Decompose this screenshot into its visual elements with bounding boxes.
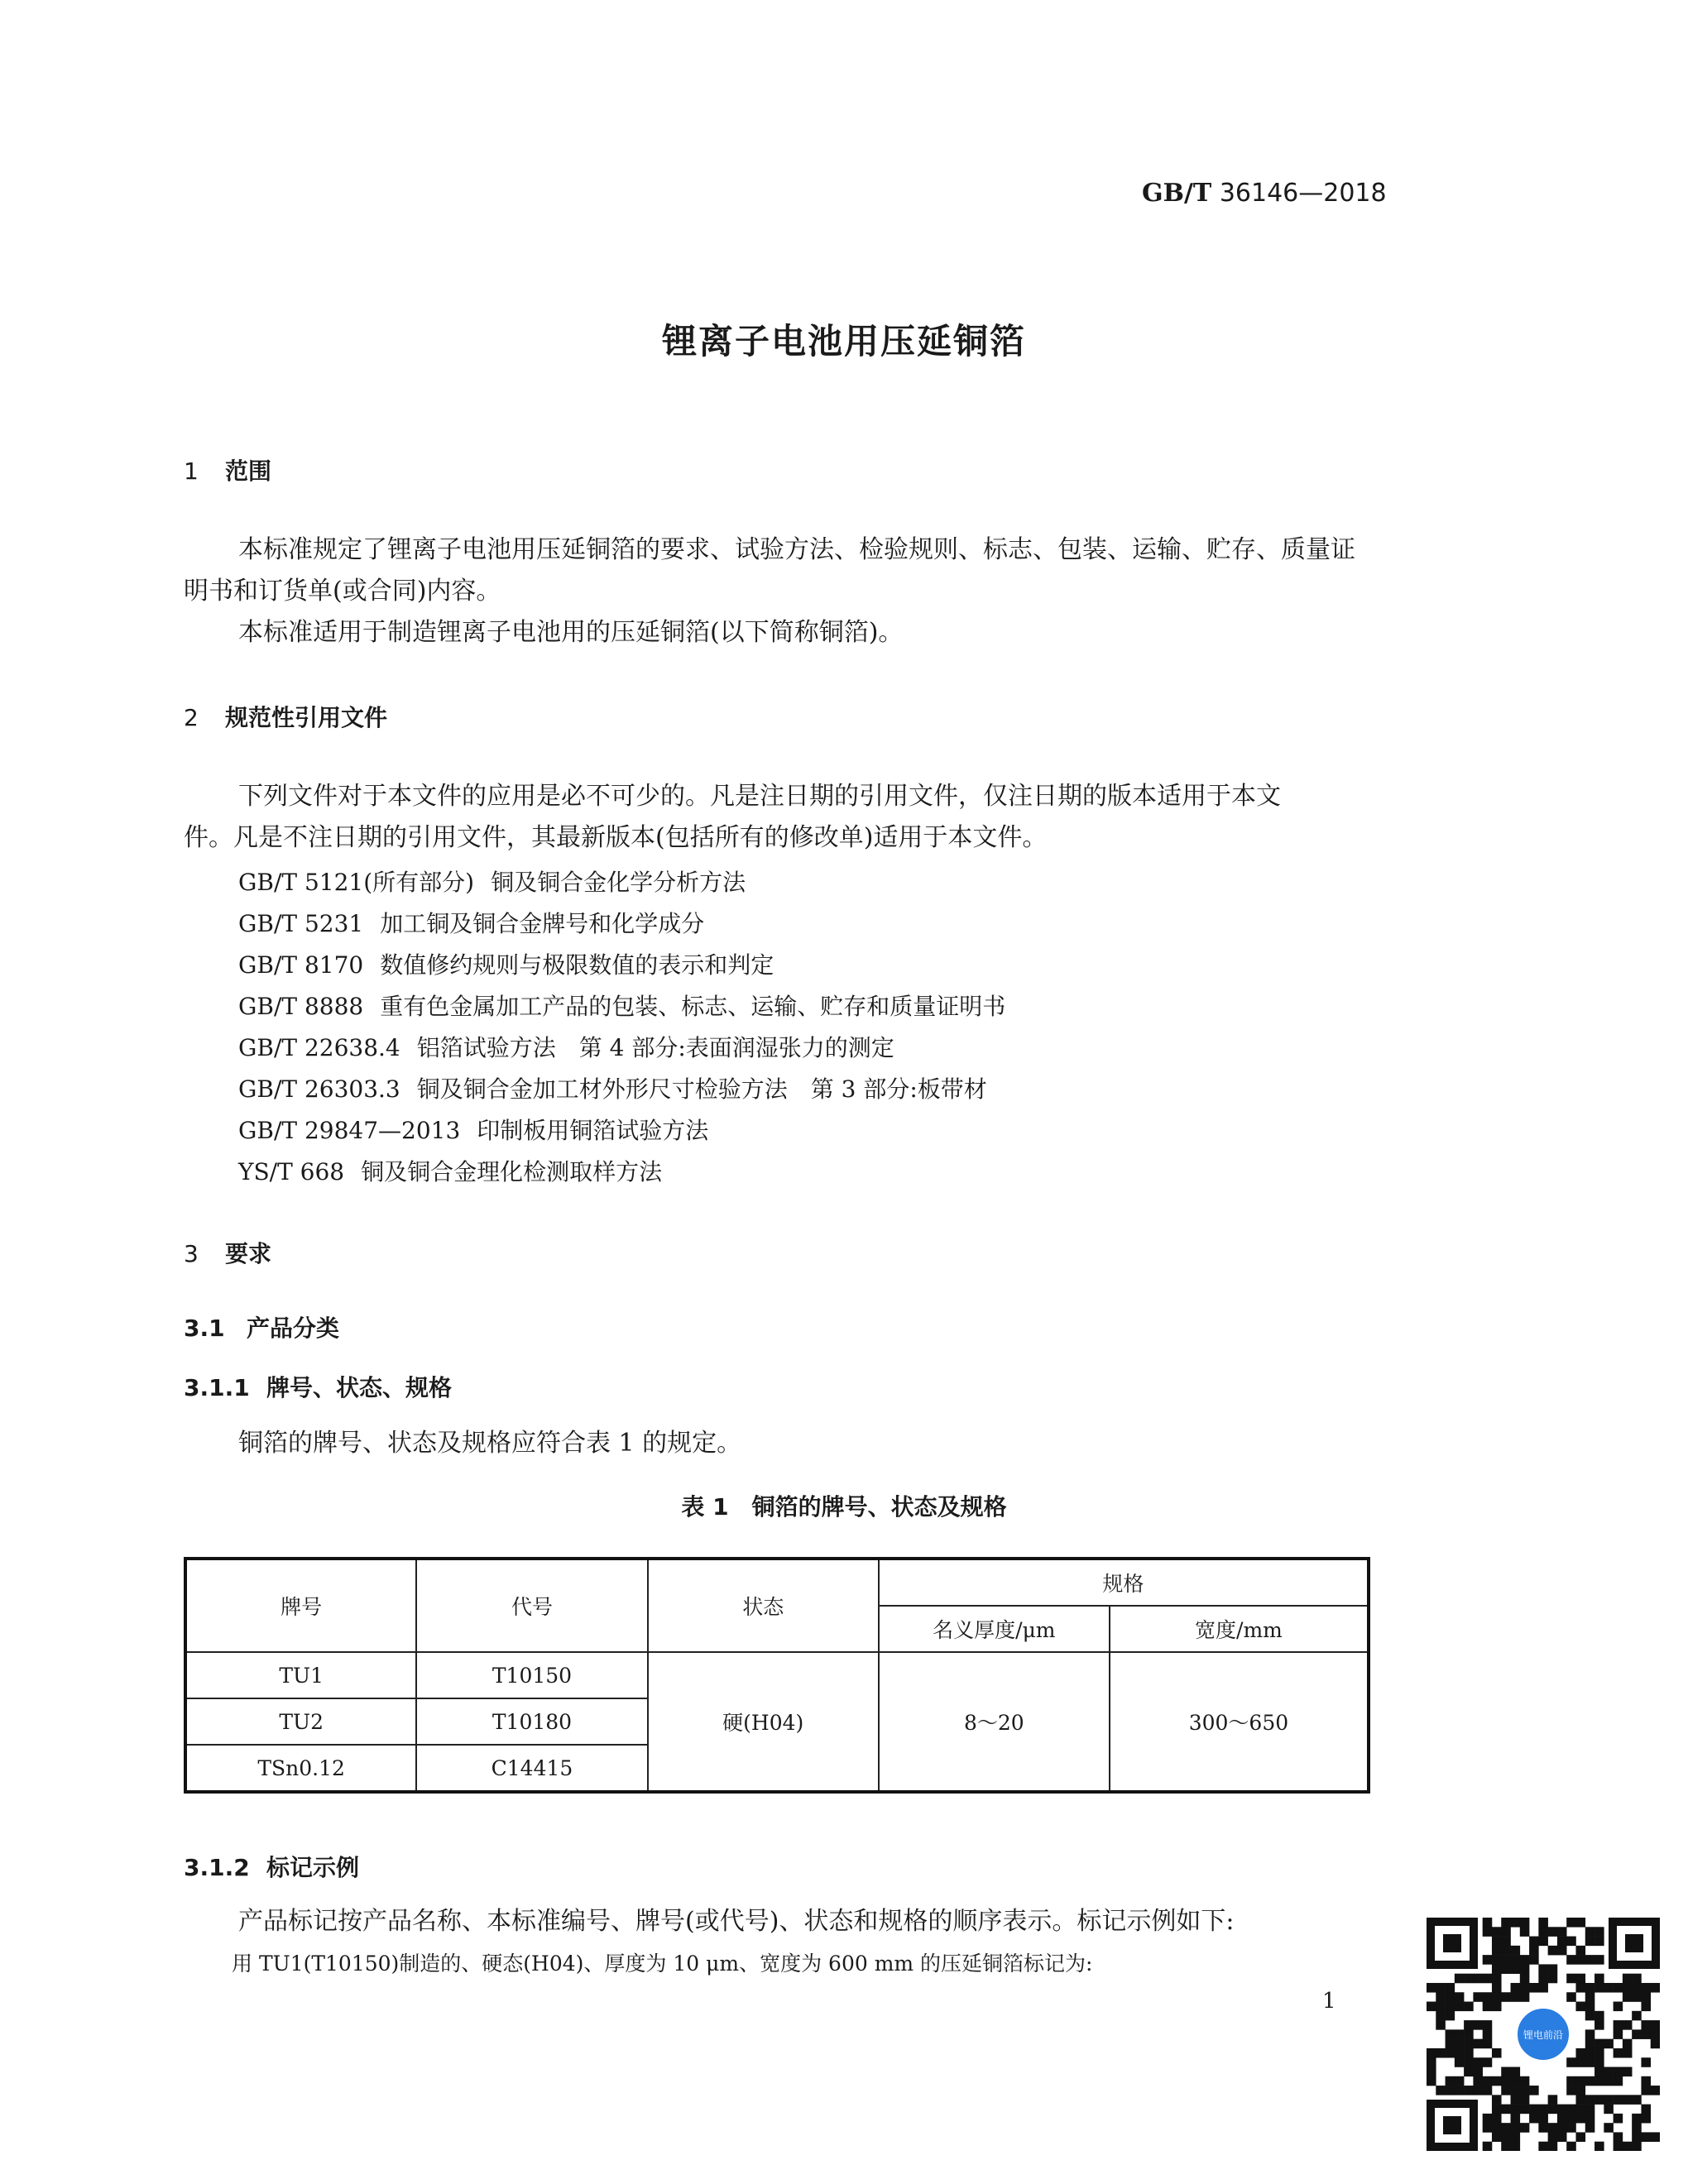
reference-title: 铝箔试验方法 第 4 部分:表面润湿张力的测定 <box>416 1034 894 1061</box>
marking-example-text: 用 TU1(T10150)制造的、硬态(H04)、厚度为 10 μm、宽度为 600 mm 的压延铜箔标记为: <box>232 1952 1093 1976</box>
table-row <box>185 1652 1369 1698</box>
cell-grade: TU1 <box>185 1652 416 1698</box>
reference-item <box>238 1030 894 1063</box>
section-3-1-heading <box>184 1310 339 1343</box>
scope-paragraph-line-2: 明书和订货单(或合同)内容。 <box>184 577 501 606</box>
cell-code: T10150 <box>416 1652 647 1698</box>
reference-title: 印制板用铜箔试验方法 <box>477 1117 709 1144</box>
reference-title: 重有色金属加工产品的包装、标志、运输、贮存和质量证明书 <box>380 993 1006 1020</box>
reference-code: GB/T 29847—2013 <box>238 1117 461 1144</box>
reference-item <box>238 1071 987 1104</box>
reference-code: GB/T 8888 <box>238 993 364 1020</box>
grade-temper-spec-table <box>184 1557 1370 1794</box>
reference-code: GB/T 26303.3 <box>238 1075 400 1103</box>
marking-rule-text: 产品标记按产品名称、本标准编号、牌号(或代号)、状态和规格的顺序表示。标记示例如下: <box>238 1907 1235 1936</box>
table-caption: 表 1 铜箔的牌号、状态及规格 <box>681 1493 1007 1521</box>
header-thickness: 名义厚度/μm <box>879 1606 1110 1652</box>
standard-number <box>1142 179 1387 208</box>
document-title: 锂离子电池用压延铜箔 <box>661 321 1026 362</box>
header-width: 宽度/mm <box>1110 1606 1369 1652</box>
section-3-1-1-heading <box>184 1370 452 1403</box>
reference-item <box>238 1113 708 1146</box>
standard-code: 36146—2018 <box>1219 179 1387 208</box>
reference-item <box>238 989 1005 1022</box>
cell-code: T10180 <box>416 1698 647 1745</box>
section-3-1-1-title: 牌号、状态、规格 <box>266 1374 453 1401</box>
section-1-number: 1 <box>184 457 199 485</box>
reference-code: GB/T 5121(所有部分) <box>238 869 475 896</box>
section-3-1-2-number: 3.1.2 <box>184 1854 250 1881</box>
cell-code: C14415 <box>416 1745 647 1792</box>
header-temper: 状态 <box>648 1559 879 1652</box>
section-3-number: 3 <box>184 1240 199 1267</box>
cell-temper: 硬(H04) <box>648 1652 879 1792</box>
section-1-heading <box>184 453 271 486</box>
header-code: 代号 <box>416 1559 647 1652</box>
reference-title: 铜及铜合金加工材外形尺寸检验方法 第 3 部分:板带材 <box>416 1075 987 1103</box>
reference-item <box>238 1154 662 1187</box>
section-3-1-2-title: 标记示例 <box>266 1854 360 1881</box>
cell-grade: TSn0.12 <box>185 1745 416 1792</box>
cell-grade: TU2 <box>185 1698 416 1745</box>
section-2-heading <box>184 700 387 733</box>
qr-logo-text: 锂电前沿 <box>1523 2029 1564 2041</box>
cell-width: 300～650 <box>1110 1652 1369 1792</box>
section-2-title: 规范性引用文件 <box>225 704 388 731</box>
section-2-number: 2 <box>184 704 199 731</box>
reference-title: 铜及铜合金化学分析方法 <box>491 869 746 896</box>
references-intro-line-1: 下列文件对于本文件的应用是必不可少的。凡是注日期的引用文件，仅注日期的版本适用于本文 <box>238 782 1281 811</box>
reference-title: 铜及铜合金理化检测取样方法 <box>361 1158 663 1185</box>
section-3-1-1-number: 3.1.1 <box>184 1374 250 1401</box>
references-intro-line-2: 件。凡是不注日期的引用文件，其最新版本(包括所有的修改单)适用于本文件。 <box>184 823 1048 852</box>
reference-item <box>238 906 704 939</box>
standard-prefix: GB/T <box>1142 179 1212 208</box>
section-3-title: 要求 <box>225 1240 272 1267</box>
reference-title: 数值修约规则与极限数值的表示和判定 <box>380 951 774 979</box>
section-3-heading <box>184 1236 271 1269</box>
reference-title: 加工铜及铜合金牌号和化学成分 <box>380 910 705 937</box>
qr-code-image <box>1427 1918 1660 2151</box>
section-3-1-title: 产品分类 <box>247 1315 340 1342</box>
header-grade: 牌号 <box>185 1559 416 1652</box>
table-header-row <box>185 1559 1369 1606</box>
reference-code: YS/T 668 <box>238 1158 345 1185</box>
cell-thickness: 8～20 <box>879 1652 1110 1792</box>
reference-code: GB/T 22638.4 <box>238 1034 400 1061</box>
header-spec: 规格 <box>879 1559 1369 1606</box>
reference-item <box>238 864 746 898</box>
section-1-title: 范围 <box>225 457 272 485</box>
reference-code: GB/T 8170 <box>238 951 364 979</box>
section-3-1-number: 3.1 <box>184 1315 225 1342</box>
page-number: 1 <box>1322 1989 1336 2014</box>
scope-paragraph-line-1: 本标准规定了锂离子电池用压延铜箔的要求、试验方法、检验规则、标志、包装、运输、贮存、质量证 <box>238 535 1355 564</box>
table-reference-text: 铜箔的牌号、状态及规格应符合表 1 的规定。 <box>238 1429 742 1458</box>
section-3-1-2-heading <box>184 1850 359 1883</box>
scope-paragraph-2: 本标准适用于制造锂离子电池用的压延铜箔(以下简称铜箔)。 <box>238 618 904 647</box>
reference-code: GB/T 5231 <box>238 910 364 937</box>
reference-item <box>238 947 774 980</box>
